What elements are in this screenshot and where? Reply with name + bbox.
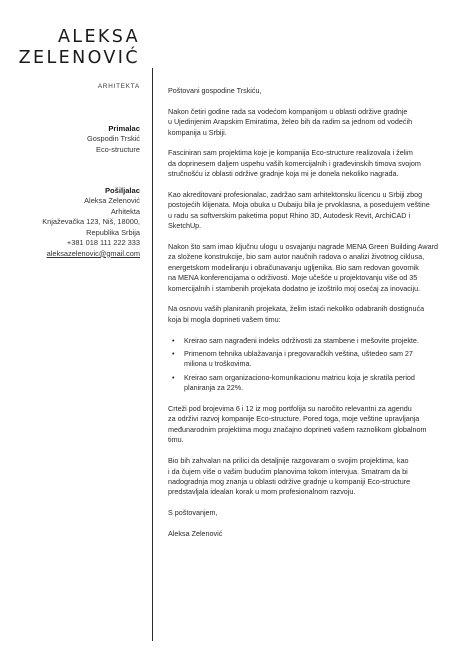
achievement-item: • Kreirao sam organizaciono-komunikacionu matricu koja je skratila period planiranja za 22%. <box>184 373 448 394</box>
letter-paragraph: Bio bih zahvalan na prilici da detaljnije razgovaram o svojim projektima, kao i da čujem više o vašim budućim planovima tokom intervjua. Smatram da bi nadogradnja mog znanja u oblasti održive gradnje u kompaniji Eco-structure predstavljala idealan korak u mom profesionalnom razvoju. <box>168 456 411 497</box>
achievement-item: • Primenom tehnika ublažavanja i pregovaračkih veština, uštedeo sam 27 miliona u troškovima. <box>184 349 448 370</box>
sender-line: Arhitekta <box>110 206 140 216</box>
letter-paragraph: Kao akreditovani profesionalac, zadržao sam arhitektonsku licencu u Srbiji zbog postojećih klijenata. Moja obuka u Dubaiju bila je prvoklasna, a posedujem veštine u radu sa softverskim paketima poput Rhino 3D, Autodesk Revit, ArchiCAD i SketchUp. <box>168 190 430 231</box>
recipient-block <box>87 124 140 155</box>
sender-block <box>42 186 140 259</box>
applicant-name <box>19 27 140 69</box>
letter-paragraph: Nakon što sam imao ključnu ulogu u osvajanju nagrade MENA Green Building Award za složene konstrukcije, bio sam autor naučnih radova o analizi životnog ciklusa, energetskom modeliranju i obračunavanju ugljenika. Bio sam redovan govornik na MENA konferencijama o održivosti. Moje učešće u projektovanju više od 35 komercijalnih i stambenih projekata dodatno je izoštrilo moj osećaj za inovaciju. <box>168 242 438 293</box>
letter-greeting: Poštovani gospodine Trskiću, <box>168 86 262 95</box>
job-title: ARHITEKTA <box>97 83 140 90</box>
recipient-line: Gospodin Trskić <box>87 134 140 143</box>
letter-paragraph: Nakon četiri godine rada sa vodećom kompanijom u oblasti održive gradnje u Ujedinjenim Arapskim Emiratima, želeo bih da radim sa jednom od vodećih kompanija u Srbiji. <box>168 106 413 137</box>
sender-phone: +381 018 111 222 333 <box>66 238 140 247</box>
letter-signature: Aleksa Zelenović <box>168 528 223 538</box>
recipient-line: Eco-structure <box>96 144 140 154</box>
vertical-divider <box>152 68 153 641</box>
letter-body <box>168 86 448 550</box>
sender-line: Republika Srbija <box>86 227 140 237</box>
sender-email-link[interactable]: aleksazelenovic@gmail.com <box>46 248 140 258</box>
recipient-heading: Primalac <box>108 124 140 133</box>
first-name: ALEKSA <box>57 27 140 47</box>
sender-line: Aleksa Zelenović <box>84 196 140 205</box>
achievements-list <box>168 336 448 394</box>
last-name: ZELENOVIĆ <box>18 48 140 68</box>
letter-paragraph: Crteži pod brojevima 6 i 12 iz mog portfolija su naročito relevantni za agendu za održivi razvoj kompanije Eco-structure. Pored toga, moje veštine upravljanja međunarodnim projektima mogu značajno doprineti vašem raznolikom globalnom timu. <box>168 404 427 445</box>
sender-line: Knjaževačka 123, Niš, 18000, <box>42 217 140 226</box>
letter-paragraph: Na osnovu vaših planiranih projekata, želim istaći nekoliko odabranih dostignuća koja bi mogla doprineti vašem timu: <box>168 304 425 324</box>
sender-heading: Pošiljalac <box>104 186 140 195</box>
letter-closing: S poštovanjem, <box>168 508 218 518</box>
achievement-item: • Kreirao sam nagrađeni indeks održivosti za stambene i mešovite projekte. <box>184 336 448 346</box>
letter-paragraph: Fasciniran sam projektima koje je kompanija Eco-structure realizovala i želim da doprinesem daljem uspehu vaših komercijalnih i građevinskih timova svojom stručnošću iz oblasti održive gradnje koja mi je donela nekoliko nagrada. <box>168 148 421 179</box>
